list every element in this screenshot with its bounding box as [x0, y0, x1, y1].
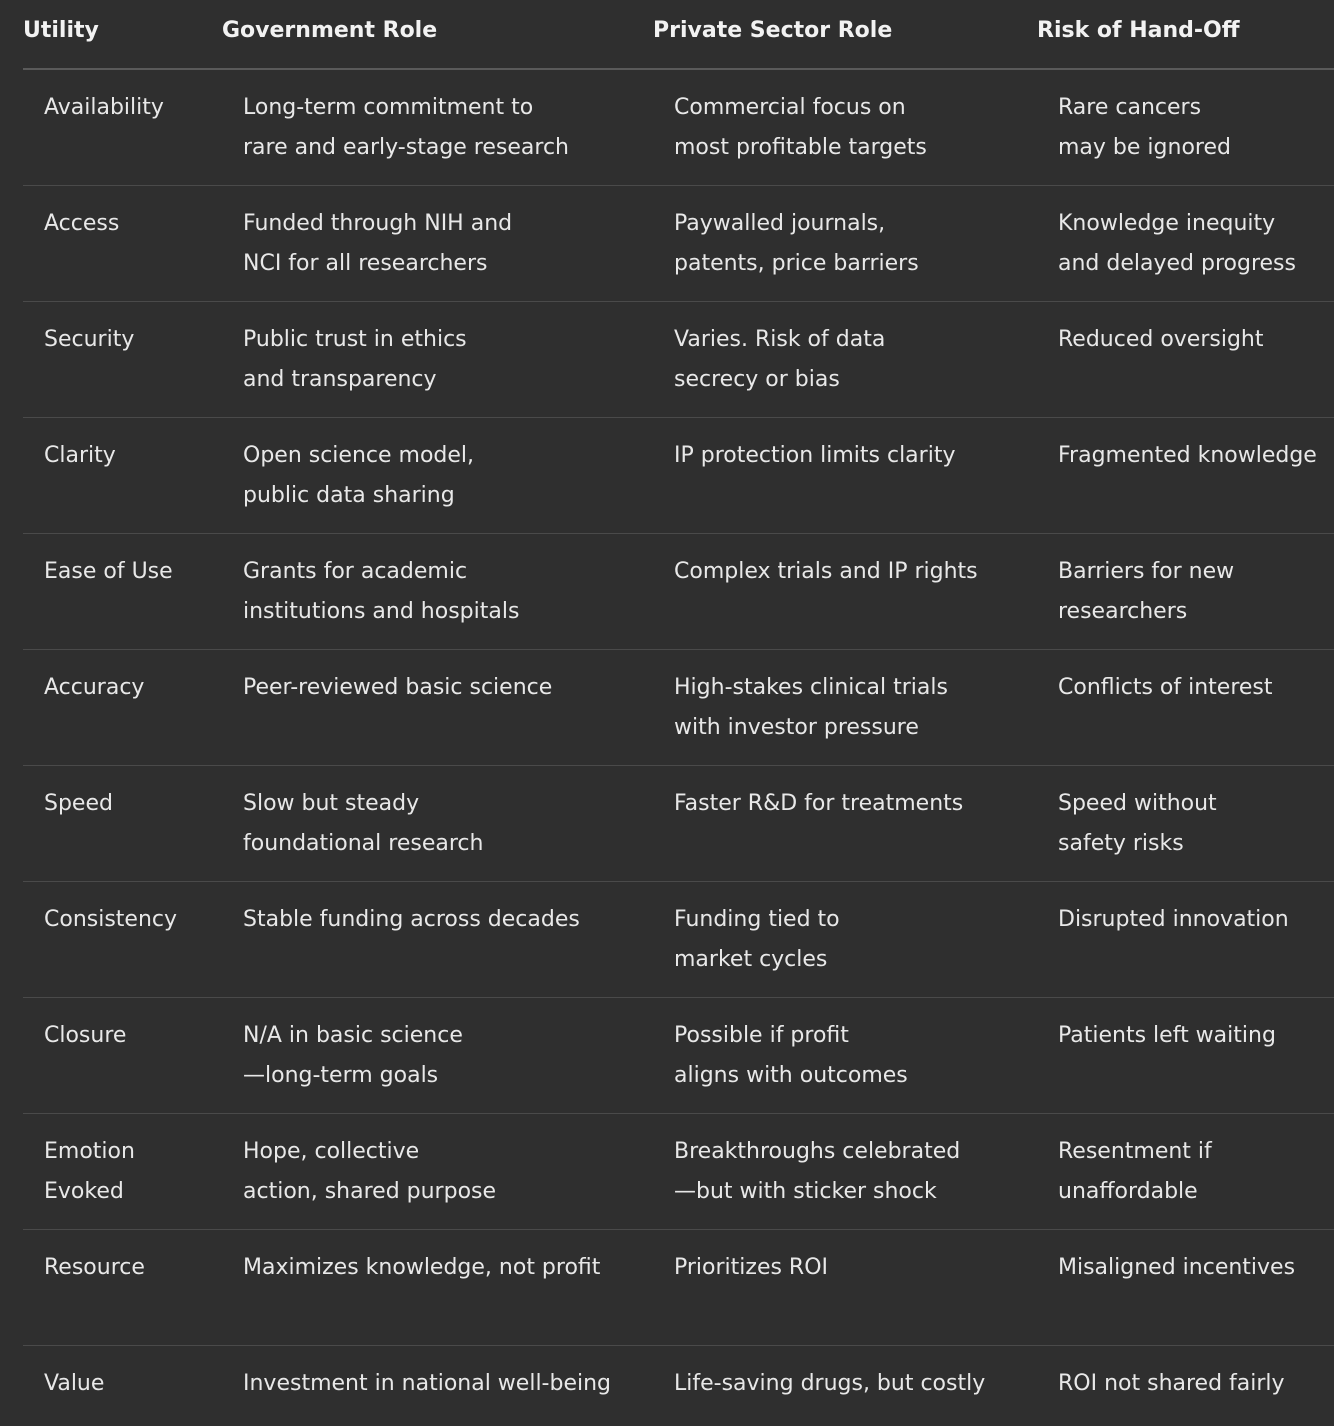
private-sector-role-cell: Complex trials and IP rights: [674, 559, 978, 584]
utility-cell: Availability: [44, 95, 164, 120]
table-body: [23, 70, 1334, 1426]
utility-cell: Closure: [44, 1023, 127, 1048]
private-sector-role-cell: Funding tied to market cycles: [674, 907, 840, 972]
government-role-cell: Slow but steady foundational research: [243, 791, 484, 856]
utility-cell: Consistency: [44, 907, 178, 932]
risk-cell: Rare cancers may be ignored: [1058, 95, 1231, 160]
utility-cell: Security: [44, 327, 135, 352]
table-row: [23, 70, 1334, 186]
private-sector-role-cell: Life-saving drugs, but costly: [674, 1371, 986, 1396]
table-header: [23, 0, 1334, 70]
government-role-cell: Funded through NIH and NCI for all researchers: [243, 211, 513, 276]
private-sector-role-cell: Commercial focus on most profitable targets: [674, 95, 927, 160]
private-sector-role-cell: High-stakes clinical trials with investor pressure: [674, 675, 948, 740]
header-private-sector-role: Private Sector Role: [653, 18, 893, 43]
private-sector-role-cell: Varies. Risk of data secrecy or bias: [674, 327, 886, 392]
private-sector-role-cell: IP protection limits clarity: [674, 443, 956, 468]
risk-cell: Resentment if unaffordable: [1058, 1139, 1212, 1204]
table-row: [23, 186, 1334, 302]
risk-cell: Patients left waiting: [1058, 1023, 1276, 1048]
risk-cell: Reduced oversight: [1058, 327, 1264, 352]
utility-cell: Emotion Evoked: [44, 1139, 135, 1204]
government-role-cell: Grants for academic institutions and hospitals: [243, 559, 520, 624]
private-sector-role-cell: Possible if profit aligns with outcomes: [674, 1023, 908, 1088]
utility-cell: Resource: [44, 1255, 145, 1280]
risk-cell: Misaligned incentives: [1058, 1255, 1296, 1280]
header-government-role: Government Role: [222, 18, 438, 43]
table-row: [23, 650, 1334, 766]
comparison-table: [23, 0, 1334, 1426]
government-role-cell: Maximizes knowledge, not profit: [243, 1255, 601, 1280]
government-role-cell: Open science model, public data sharing: [243, 443, 475, 508]
utility-cell: Speed: [44, 791, 113, 816]
utility-cell: Access: [44, 211, 120, 236]
government-role-cell: Peer-reviewed basic science: [243, 675, 553, 700]
government-role-cell: N/A in basic science —long-term goals: [243, 1023, 463, 1088]
risk-cell: Barriers for new researchers: [1058, 559, 1235, 624]
risk-cell: Knowledge inequity and delayed progress: [1058, 211, 1296, 276]
risk-cell: Fragmented knowledge: [1058, 443, 1317, 468]
private-sector-role-cell: Faster R&D for treatments: [674, 791, 964, 816]
table-row: [23, 418, 1334, 534]
risk-cell: Conflicts of interest: [1058, 675, 1273, 700]
government-role-cell: Public trust in ethics and transparency: [243, 327, 467, 392]
government-role-cell: Long-term commitment to rare and early-stage research: [243, 95, 569, 160]
header-risk-of-hand-off: Risk of Hand-Off: [1037, 18, 1240, 43]
government-role-cell: Hope, collective action, shared purpose: [243, 1139, 497, 1204]
table-row: [23, 302, 1334, 418]
private-sector-role-cell: Paywalled journals, patents, price barriers: [674, 211, 919, 276]
table-row: [23, 882, 1334, 998]
utility-cell: Clarity: [44, 443, 116, 468]
risk-cell: Speed without safety risks: [1058, 791, 1217, 856]
risk-cell: Disrupted innovation: [1058, 907, 1289, 932]
private-sector-role-cell: Breakthroughs celebrated —but with sticker shock: [674, 1139, 961, 1204]
table-row: [23, 1114, 1334, 1230]
table-row: [23, 998, 1334, 1114]
government-role-cell: Stable funding across decades: [243, 907, 580, 932]
utility-cell: Ease of Use: [44, 559, 173, 584]
table-row: [23, 766, 1334, 882]
government-role-cell: Investment in national well-being: [243, 1371, 612, 1396]
table-row: [23, 534, 1334, 650]
table-row: [23, 1346, 1334, 1426]
header-utility: Utility: [23, 18, 99, 43]
utility-cell: Accuracy: [44, 675, 145, 700]
table-row: [23, 1230, 1334, 1346]
utility-cell: Value: [44, 1371, 105, 1396]
risk-cell: ROI not shared fairly: [1058, 1371, 1285, 1396]
private-sector-role-cell: Prioritizes ROI: [674, 1255, 829, 1280]
